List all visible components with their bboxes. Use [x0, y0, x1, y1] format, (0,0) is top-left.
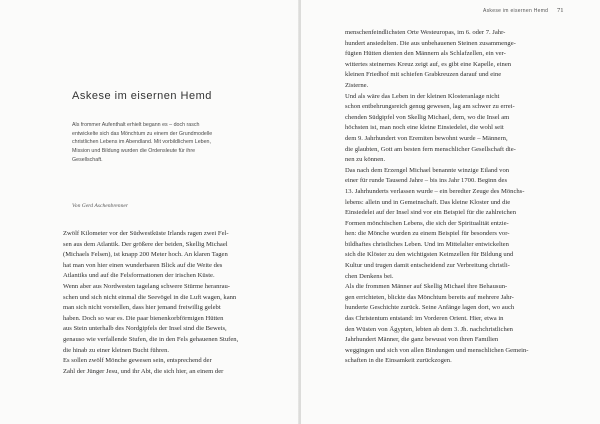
chapter-title: Askese im eisernen Hemd — [72, 90, 212, 102]
text-line: Formen mönchischen Lebens, die sich der Spiritualität entzie- — [345, 219, 509, 227]
abstract-line: entwickelte sich das Mönchtum zu einem der Grundmodelle — [72, 130, 213, 137]
text-line: Als die frommen Männer auf Skellig Michael ihre Behausun- — [345, 283, 508, 291]
abstract-line: Gesellschaft. — [72, 156, 103, 163]
text-line: Zahl der Jünger Jesu, und ihr Abt, die sich hier, an einem der — [63, 367, 224, 375]
text-line: 13. Jahrhunderts verlassen wurde – ein beredter Zeuge des Mönchs- — [345, 187, 525, 195]
right-body-text — [345, 28, 559, 367]
text-line: wittertes steinernes Kreuz zeigt auf, es gibt eine Kapelle, einen — [345, 60, 512, 68]
text-line: aus Stein unterhalb des Nordgipfels der Insel sind die Beweis, — [63, 325, 227, 333]
text-line: schon entbehrungsreich genug gewesen, lag am schwer zu errei- — [345, 103, 515, 111]
text-line: hundert ansiedelten. Die aus unbehauenen Steinen zusammenge- — [345, 39, 516, 47]
left-body-text — [63, 229, 277, 377]
text-line: die glaubten, Gott am besten fern menschlicher Gesellschaft die- — [345, 145, 516, 153]
text-line: haben. Doch so war es. Die paar bienenkorbförmigen Hütten — [63, 314, 224, 322]
text-line: hen: die Mönche wurden zu einem Beispiel für besonders vor- — [345, 230, 510, 238]
text-line: bildhaftes christliches Leben. Und im Mittelalter entwickelten — [345, 240, 509, 248]
text-line: höchsten ist, man noch eine kleine Einsiedelei, die wohl seit — [345, 124, 504, 132]
text-line: Kultur und trugen damit entscheidend zur Verbreitung christli- — [345, 262, 510, 270]
text-line: Und als wäre das Leben in der kleinen Klosteranlage nicht — [345, 92, 500, 100]
text-line: Zisterne. — [345, 81, 369, 89]
text-line: sich die Klöster zu den wichtigsten Keimzellen für Bildung und — [345, 251, 514, 259]
abstract-line: christlichen Lebens im Abendland. Mit vorbildlichem Leben, — [72, 139, 211, 146]
text-line: einer für runde Tausend Jahre – bis ins Jahr 1700. Beginn des — [345, 177, 508, 185]
text-line: Atlantiks und auf die Felsformationen der irischen Küste. — [63, 272, 215, 280]
text-line: Jahrhundert Männer, die ganz bewusst von ihren Familien — [345, 336, 499, 344]
text-line: kleinen Friedhof mit schiefen Grabkreuzen darauf und eine — [345, 71, 502, 79]
abstract-line: Als frommer Aufenthalt erhielt begann es – doch rasch — [72, 122, 200, 128]
text-line: Einsiedelei auf der Insel sind vor ein Beispiel für die zahlreichen — [345, 209, 517, 217]
text-line: sen aus dem Atlantik. Der größere der beiden, Skellig Michael — [63, 240, 228, 248]
text-line: nen zu können. — [345, 156, 386, 164]
text-line: chenden Südgipfel von Skellig Michael, dem, wo die Insel am — [345, 113, 510, 121]
text-line: Zwölf Kilometer vor der Südwestküste Irlands ragen zwei Fel- — [63, 230, 229, 237]
text-line: man sich nicht vorstellen, dass hier jemand freiwillig gelebt — [63, 304, 221, 312]
chapter-abstract — [72, 121, 278, 165]
text-line: weggingen und sich von allen Bindungen und menschlichen Gemein- — [345, 346, 529, 354]
text-line: menschenfeindlichsten Orte Westeuropas, im 6. oder 7. Jahr- — [345, 29, 506, 36]
text-line: lebens: allein und in Gemeinschaft. Das kleine Kloster und die — [345, 198, 511, 206]
text-line: das Christentum entstand: im Vorderen Orient. Hier, etwa in — [345, 315, 504, 323]
text-line: genauso wie verfallende Stufen, die in den Fels gehauenen Stufen, — [63, 335, 239, 343]
text-line: gen errichteten, blickte das Mönchtum bereits auf mehrere Jahr- — [345, 293, 514, 301]
text-line: schaften in die Einsamkeit zurückzogen. — [345, 357, 452, 365]
text-line: chen Denkens bei. — [345, 272, 394, 280]
running-head: Askese im eisernen Hemd — [483, 8, 549, 14]
left-page — [0, 0, 299, 424]
text-line: Es sollen zwölf Mönche gewesen sein, entsprechend der — [63, 357, 212, 365]
text-line: Das nach dem Erzengel Michael benannte winzige Eiland von — [345, 166, 510, 174]
text-line: Wenn aber aus Nordwesten tagelang schwere Stürme heranrau- — [63, 282, 230, 290]
text-line: hat man von hier einen wunderbaren Blick auf die Weite des — [63, 261, 223, 269]
author-byline: Von Gerd Aschenbrenner — [72, 203, 129, 209]
text-line: die hinab zu einer kleinen Bucht führen. — [63, 346, 170, 354]
text-line: fügten Hütten dienten den Männern als Schlafzellen, ein ver- — [345, 50, 506, 58]
text-line: (Michaels Felsen), ist knapp 200 Meter hoch. An klaren Tagen — [63, 251, 228, 259]
text-line: schen und sich nicht einmal die Seevögel in die Luft wagen, kann — [63, 293, 237, 301]
text-line: den Wüsten von Ägypten, lebten ab dem 3. Jh. nachchristlichen — [345, 325, 513, 333]
abstract-line: Mission und Bildung wurden die Ordensleute für ihre — [72, 148, 196, 155]
text-line: dem 9. Jahrhundert von Eremiten bewohnt wurde – Männern, — [345, 134, 508, 142]
text-line: hunderte Geschichte zurück. Seine Anfänge lagen dort, wo auch — [345, 304, 515, 312]
page-number: 71 — [557, 7, 564, 14]
